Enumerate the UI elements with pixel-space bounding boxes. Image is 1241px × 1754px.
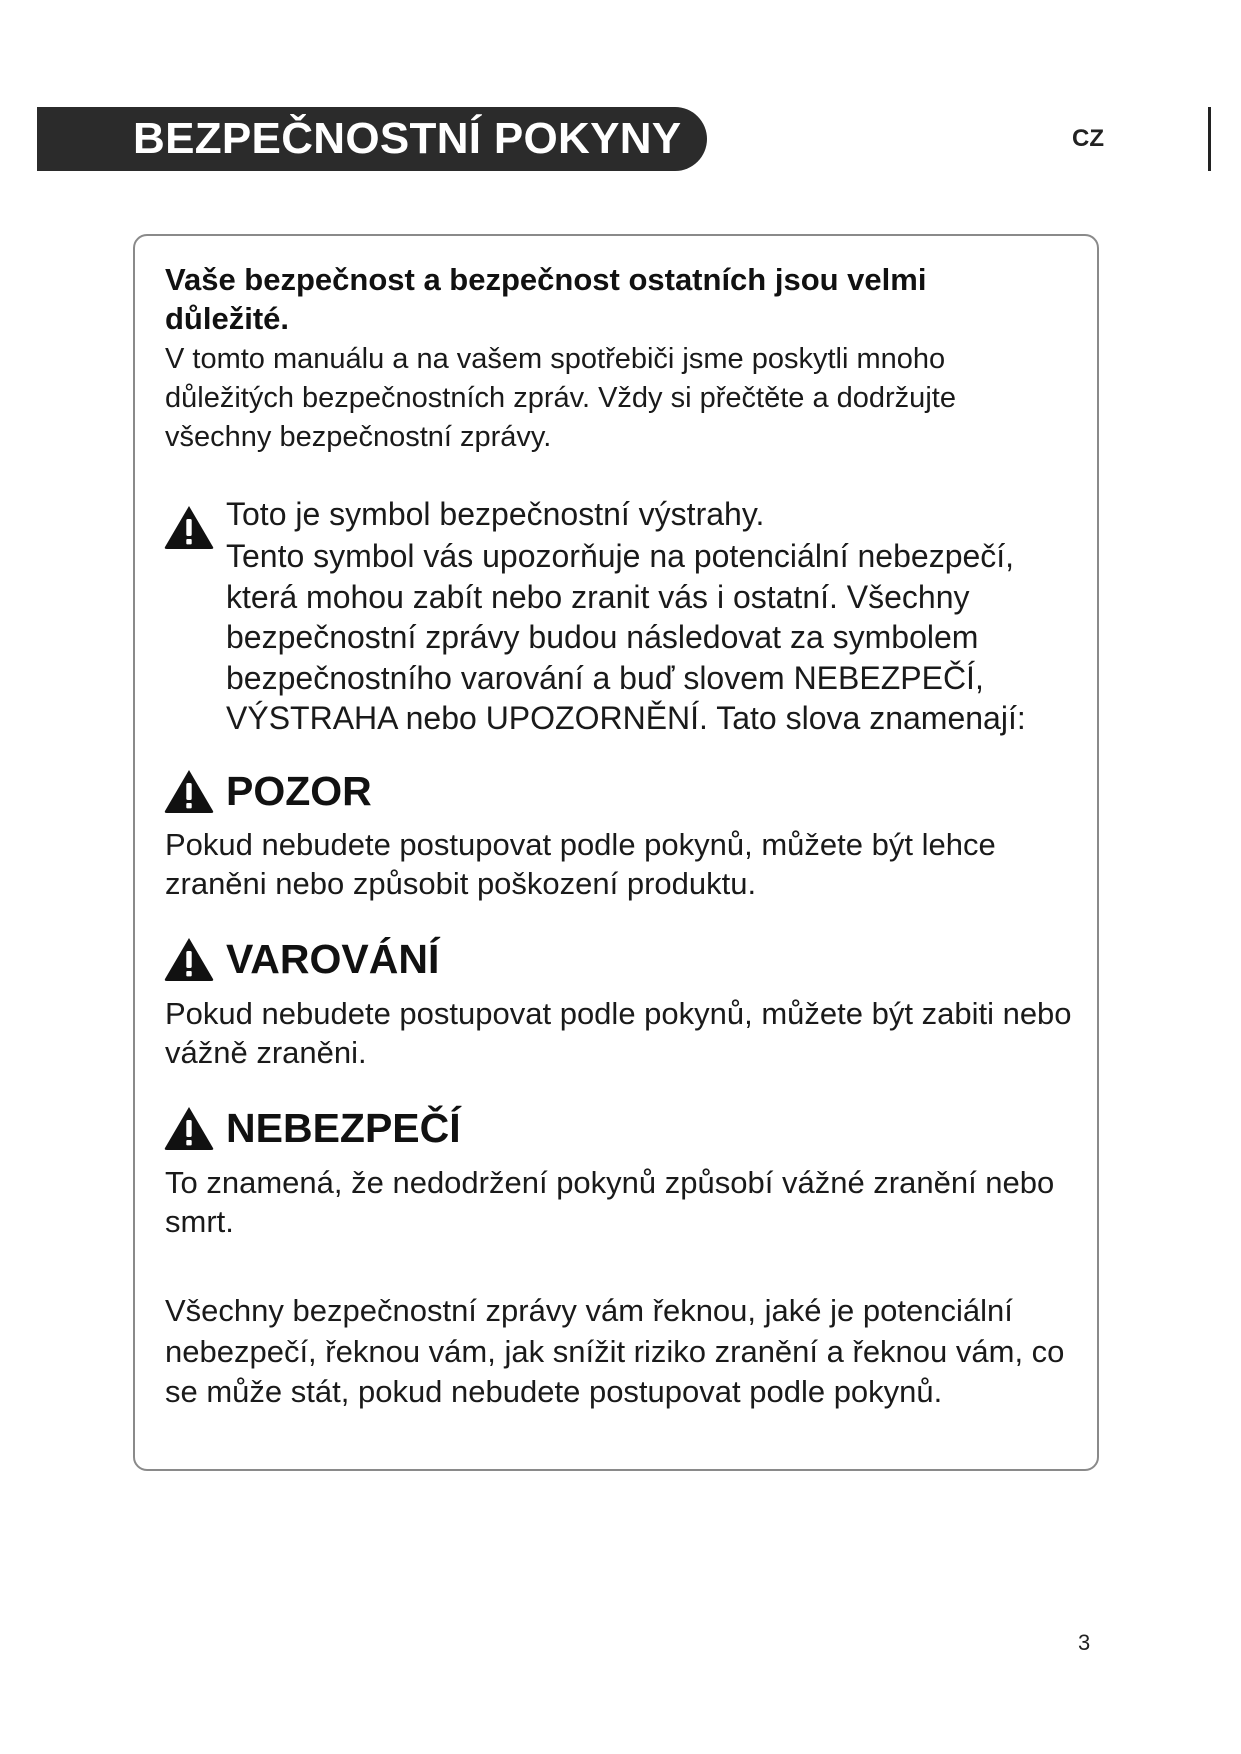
level-label-warning: VAROVÁNÍ <box>226 936 440 982</box>
warning-triangle-icon <box>163 1105 215 1151</box>
level-text-caution: Pokud nebudete postupovat podle pokynů, můžete být lehce zraněni nebo způsobit poškození produktu. <box>165 827 996 901</box>
intro-heading: Vaše bezpečnost a bezpečnost ostatních jsou velmi důležité. <box>165 262 927 336</box>
level-label-danger: NEBEZPEČÍ <box>226 1105 461 1151</box>
section-title: BEZPEČNOSTNÍ POKYNY <box>133 114 682 163</box>
level-label-caution: POZOR <box>226 768 372 814</box>
level-text-danger: To znamená, že nedodržení pokynů způsobí vážné zranění nebo smrt. <box>165 1165 1055 1239</box>
level-text-warning: Pokud nebudete postupovat podle pokynů, můžete být zabiti nebo vážně zraněni. <box>165 996 1072 1070</box>
safety-notice-box <box>133 234 1099 1471</box>
page-edge-marker <box>1208 107 1211 171</box>
page-number: 3 <box>1078 1630 1091 1655</box>
closing-text: Všechny bezpečnostní zprávy vám řeknou, jaké je potenciální nebezpečí, řeknou vám, jak snížit riziko zranění a řeknou vám, co se může stát, pokud nebudete postupovat podle pokynů. <box>165 1293 1065 1409</box>
symbol-description: Tento symbol vás upozorňuje na potenciální nebezpečí, která mohou zabít nebo zranit vás i ostatní. Všechny bezpečnostní zprávy budou následovat za symbolem bezpečnostního varování a buď slovem NEBEZPEČÍ, VÝSTRAHA nebo UPOZORNĚNÍ. Tato slova znamenají: <box>226 538 1026 736</box>
symbol-title: Toto je symbol bezpečnostní výstrahy. <box>226 496 765 532</box>
intro-text: V tomto manuálu a na vašem spotřebiči jsme poskytli mnoho důležitých bezpečnostních zpráv. Vždy si přečtěte a dodržujte všechny bezpečnostní zprávy. <box>165 343 956 453</box>
warning-triangle-icon <box>163 504 215 550</box>
warning-triangle-icon <box>163 768 215 814</box>
warning-triangle-icon <box>163 936 215 982</box>
language-code: CZ <box>1072 125 1104 152</box>
section-header-bar <box>37 107 707 171</box>
